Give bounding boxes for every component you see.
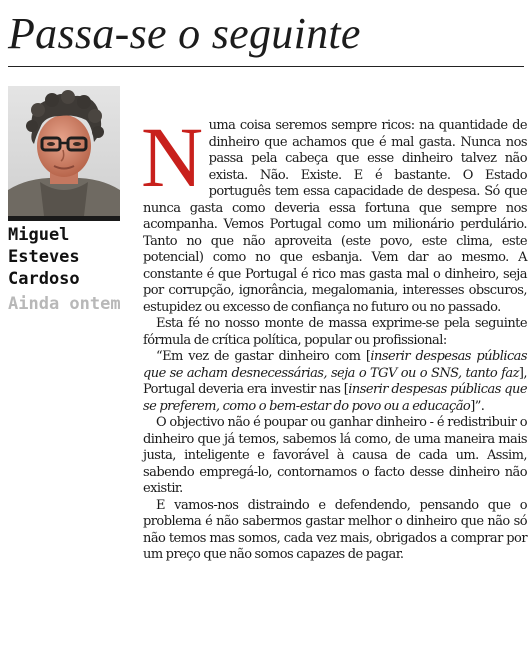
title-divider (8, 66, 524, 67)
article-paragraph: O objectivo não é poupar ou ganhar dinheiro - é redistribuir o dinheiro que já temos, sabemos lá como, de uma maneira mais justa, inteligente e favorável à causa de cada um. Assim, sabendo empregá-lo, contornamos o facto desse dinheiro não existir. (143, 415, 527, 496)
page-title: Passa-se o seguinte (8, 9, 361, 58)
author-photo (8, 86, 120, 221)
article-paragraph: Esta fé no nosso monte de massa exprime-se pela seguinte fórmula de crítica política, popular ou profissional: (143, 316, 527, 348)
paragraph-text: uma coisa seremos sempre ricos: na quantidade de dinheiro que achamos que é mal gasta. Nunca nos passa pela cabeça que esse dinheiro talvez não exista. Não. Existe. E é bastante. O Estado português tem essa capacidade de despesa. Só que nunca gasta como deveria essa fortuna que sempre nos acompanha. Vemos Portugal como um milionário perdulário. Tanto no que não aproveita (este povo, este clima, este potencial) como no que esbanja. Vem dar ao mesmo. A constante é que Portugal é rico mas gasta mal o dinheiro, seja por corrupção, ignorância, megalomania, interesses obscuros, estupidez ou excesso de confiança no futuro ou no passado. (143, 118, 527, 315)
article-quote (143, 349, 527, 415)
drop-cap: N (141, 109, 203, 205)
quote-insert-2: inserir despesas públicas que se preferem, como o bem-estar do povo ou a educação (143, 382, 527, 414)
quote-text: ], Portugal deveria era investir nas [ (143, 365, 527, 397)
quote-text: ]”. (470, 398, 485, 414)
article-paragraph: E vamos-nos distraindo e defendendo, pensando que o problema é não sabermos gastar melhor o dinheiro que não só não temos mas somos, cada vez mais, obrigados a comprar por um preço que não somos capazes de pagar. (143, 497, 527, 562)
author-name: Miguel Esteves Cardoso (8, 225, 80, 289)
article-body (141, 109, 527, 564)
quote-text: “Em vez de gastar dinheiro com [ (156, 349, 371, 364)
quote-insert-1: inserir despesas públicas que se acham desnecessárias, seja o TGV ou o SNS, tanto faz (143, 349, 527, 381)
article-paragraph (141, 109, 527, 316)
author-block (8, 224, 132, 315)
column-name: Ainda ontem (8, 294, 121, 314)
